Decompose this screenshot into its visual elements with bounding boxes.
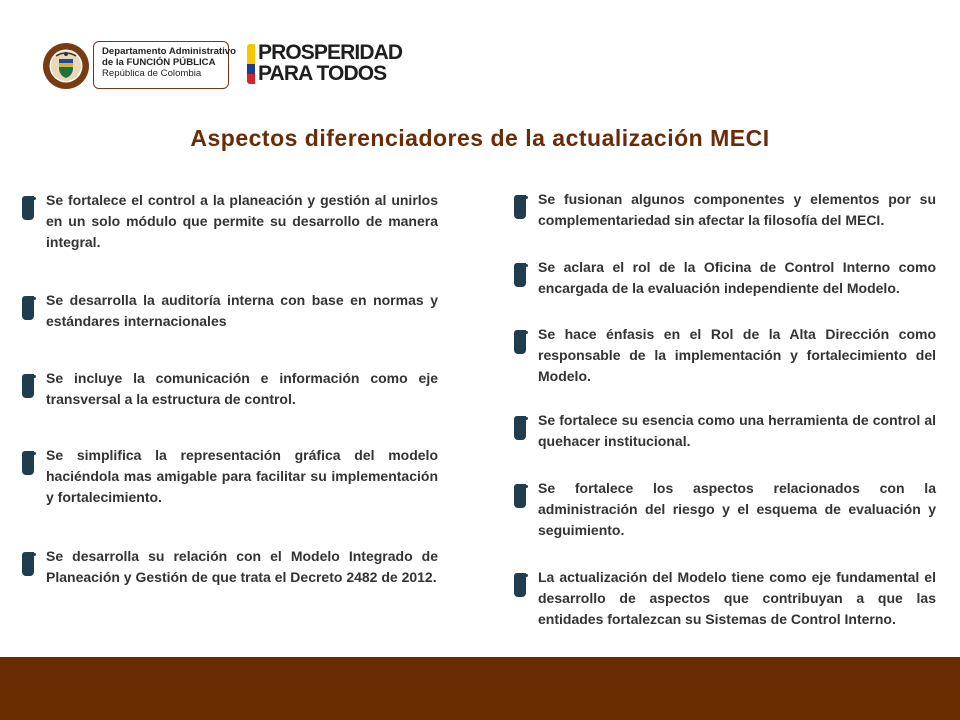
list-item-text: Se incluye la comunicación e información como eje transversal a la estructura de control. <box>46 370 438 407</box>
department-name-line2: de la FUNCIÓN PÚBLICA <box>102 57 216 68</box>
list-item-text: Se desarrolla su relación con el Modelo Integrado de Planeación y Gestión de que trata el Decreto 2482 de 2012. <box>46 548 438 585</box>
slogan-line2: PARA TODOS <box>258 62 387 85</box>
list-item-text: Se fortalece su esencia como una herramienta de control al quehacer institucional. <box>538 412 936 449</box>
slide-title: Aspectos diferenciadores de la actualización MECI <box>190 125 770 151</box>
footer-band <box>0 657 960 720</box>
bullet-icon <box>514 263 526 287</box>
department-name-line1: Departamento Administrativo <box>102 46 236 57</box>
flag-stripe-blue <box>247 64 255 74</box>
bullet-icon <box>22 451 34 475</box>
list-item-text: Se fusionan algunos componentes y elementos por su complementariedad sin afectar la filosofía del MECI. <box>538 191 936 228</box>
prosperidad-logo <box>247 42 417 86</box>
bullet-icon <box>514 484 526 508</box>
slogan-line1: PROSPERIDAD <box>258 41 403 64</box>
bullet-icon <box>22 196 34 220</box>
list-item-text: Se aclara el rol de la Oficina de Control Interno como encargada de la evaluación independiente del Modelo. <box>538 259 936 296</box>
list-item-text: Se desarrolla la auditoría interna con base en normas y estándares internacionales <box>46 292 438 329</box>
bullet-icon <box>22 374 34 398</box>
colombia-seal-icon <box>42 42 90 90</box>
list-item-text: Se simplifica la representación gráfica del modelo haciéndola mas amigable para facilitar su implementación y fortalecimiento. <box>46 447 438 505</box>
flag-stripe-yellow <box>247 44 255 64</box>
list-item-text: La actualización del Modelo tiene como eje fundamental el desarrollo de aspectos que contribuyan a que las entidades fortalezcan su Sistemas de Control Interno. <box>538 569 936 627</box>
bullet-icon <box>514 195 526 219</box>
bullet-icon <box>514 416 526 440</box>
list-item-text: Se fortalece los aspectos relacionados con la administración del riesgo y el esquema de evaluación y seguimiento. <box>538 480 936 538</box>
flag-stripe-red <box>247 74 255 84</box>
bullet-icon <box>22 296 34 320</box>
department-logo <box>93 41 236 89</box>
list-item-text: Se hace énfasis en el Rol de la Alta Dirección como responsable de la implementación y fortalecimiento del Modelo. <box>538 326 936 384</box>
bullet-icon <box>22 552 34 576</box>
bullet-icon <box>514 573 526 597</box>
list-item-text: Se fortalece el control a la planeación y gestión al unirlos en un solo módulo que permite su desarrollo de manera integral. <box>46 192 438 250</box>
department-country: República de Colombia <box>102 68 202 79</box>
bullet-icon <box>514 330 526 354</box>
